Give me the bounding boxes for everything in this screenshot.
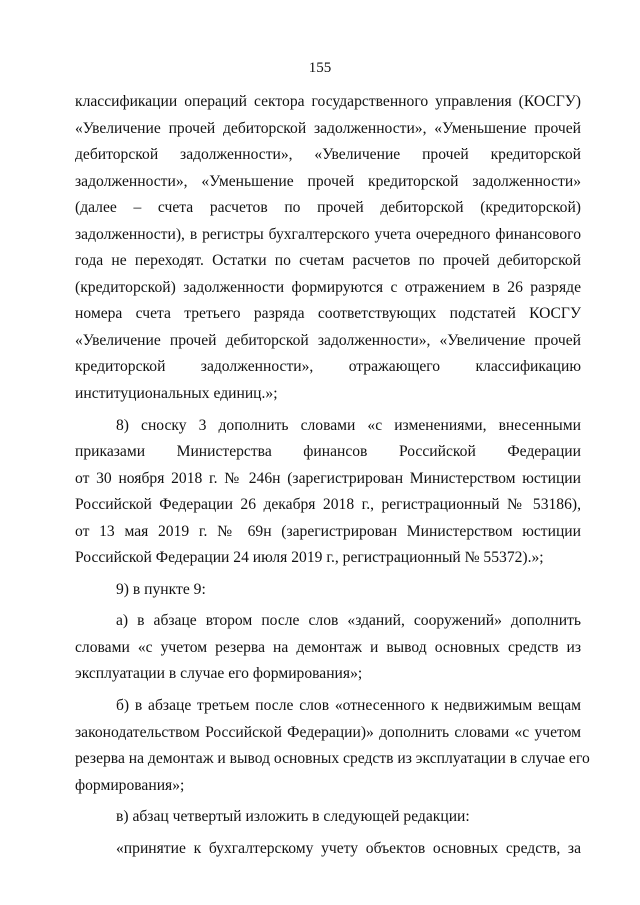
text-line: «принятие к бухгалтерскому учету объектов основных средств, за bbox=[116, 839, 581, 857]
text-line: формирования»; bbox=[75, 776, 185, 794]
text-line: «Увеличение прочей дебиторской задолженности», «Увеличение прочей bbox=[75, 331, 581, 349]
text-line: кредиторской задолженности», отражающего классификацию bbox=[75, 358, 581, 376]
text-line: (далее – счета расчетов по прочей дебиторской (кредиторской) bbox=[75, 199, 581, 217]
text-line: словами «с учетом резерва на демонтаж и вывод основных средств из bbox=[75, 638, 581, 656]
text-line: «Увеличение прочей дебиторской задолженности», «Уменьшение прочей bbox=[75, 119, 581, 137]
text-line: дебиторской задолженности», «Увеличение прочей кредиторской bbox=[75, 146, 581, 164]
text-line: в) абзац четвертый изложить в следующей редакции: bbox=[116, 808, 470, 826]
text-line: классификации операций сектора государственного управления (КОСГУ) bbox=[75, 93, 581, 110]
text-line: 9) в пункте 9: bbox=[116, 580, 206, 598]
text-line: (кредиторской) задолженности формируются с отражением в 26 разряде bbox=[75, 278, 581, 296]
text-line: от 13 мая 2019 г. № 69н (зарегистрирован Министерством юстиции bbox=[75, 522, 581, 540]
text-line: институциональных единиц.»; bbox=[75, 385, 278, 403]
text-line: задолженности», «Уменьшение прочей кредиторской задолженности» bbox=[75, 172, 581, 190]
text-line: Российской Федерации 24 июля 2019 г., регистрационный № 55372).»; bbox=[75, 549, 544, 567]
text-line: эксплуатации в случае его формирования»; bbox=[75, 665, 363, 683]
text-line: от 30 ноября 2018 г. № 246н (зарегистрирован Министерством юстиции bbox=[75, 469, 581, 487]
text-line: резерва на демонтаж и вывод основных средств из эксплуатации в случае его bbox=[75, 750, 590, 768]
document-body bbox=[75, 89, 590, 862]
text-line: приказами Министерства финансов Российской Федерации bbox=[75, 443, 581, 461]
text-line: 8) сноску 3 дополнить словами «с изменениями, внесенными bbox=[116, 416, 581, 434]
text-line: а) в абзаце втором после слов «зданий, сооружений» дополнить bbox=[116, 612, 581, 630]
page-number: 155 bbox=[308, 60, 332, 76]
text-line: задолженности), в регистры бухгалтерского учета очередного финансового bbox=[75, 225, 581, 243]
text-line: законодательством Российской Федерации)» дополнить словами «с учетом bbox=[75, 723, 581, 741]
text-line: б) в абзаце третьем после слов «отнесенного к недвижимым вещам bbox=[116, 697, 581, 715]
text-line: Российской Федерации 26 декабря 2018 г., регистрационный № 53186), bbox=[75, 496, 581, 514]
text-line: номера счета третьего разряда соответствующих подстатей КОСГУ bbox=[75, 305, 581, 323]
text-line: года не переходят. Остатки по счетам расчетов по прочей дебиторской bbox=[75, 252, 581, 270]
